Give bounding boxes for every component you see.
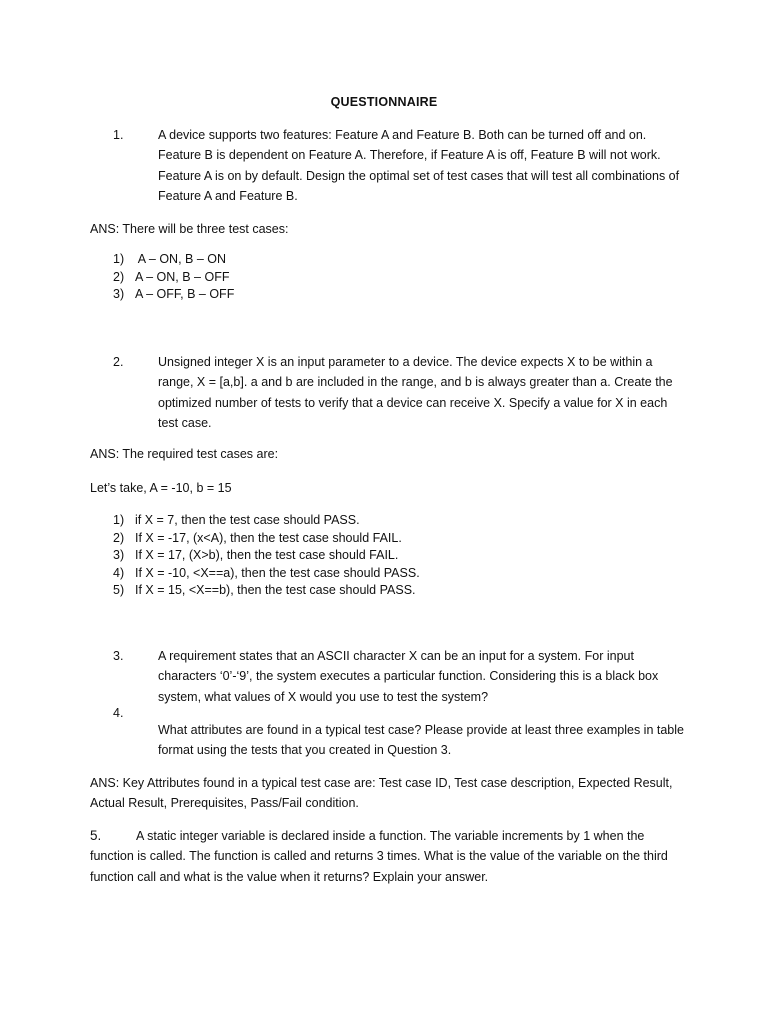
question-2-answer-list [113,512,420,600]
question-1-text: A device supports two features: Feature A and Feature B. Both can be turned off and on. Feature B is dependent on Feature A. Therefore, if Feature A is off, Feature B will not work. Feature A is on by default. Design the optimal set of test cases that will test all combinations of Feature A and Feature B. [158,128,680,203]
question-3-text: A requirement states that an ASCII character X can be an input for a system. For input characters ‘0’-‘9’, the system executes a particular function. Considering this is a black box system, what values of X would you use to test the system? [158,649,659,704]
list-item: 4) If X = -10, <X==a), then the test case should PASS. [113,565,420,580]
question-4-number: 4. [113,706,124,720]
question-1-number: 1. [113,128,124,142]
question-4-answer: ANS: Key Attributes found in a typical test case are: Test case ID, Test case description, Expected Result, Actual Result, Prerequisites, Pass/Fail condition. [90,776,673,811]
question-2-text: Unsigned integer X is an input parameter to a device. The device expects X to be within a range, X = [a,b]. a and b are included in the range, and b is always greater than a. Create the optimized number of tests to verify that a device can receive X. Specify a value for X in each test case. [158,355,673,430]
question-2-assumption: Let’s take, A = -10, b = 15 [90,481,232,495]
list-item: 5) If X = 15, <X==b), then the test case should PASS. [113,583,416,598]
question-5-number: 5. [90,828,102,843]
list-item: 3) If X = 17, (X>b), then the test case should FAIL. [113,548,399,563]
list-item: 2) If X = -17, (x<A), then the test case should FAIL. [113,530,402,545]
list-item: 1) if X = 7, then the test case should PASS. [113,513,360,527]
question-1-answer-list [113,251,234,304]
question-5-text: A static integer variable is declared inside a function. The variable increments by 1 when the function is called. The function is called and returns 3 times. What is the value of the variable on the third function call and what is the value when it returns? Explain your answer. [90,829,668,884]
question-3-number: 3. [113,649,124,663]
list-item: 1) A – ON, B – ON [113,252,227,266]
list-item: 2) A – ON, B – OFF [113,269,230,284]
document-title: QUESTIONNAIRE [330,95,438,109]
question-1-answer-intro: ANS: There will be three test cases: [90,222,289,236]
question-2-answer-intro: ANS: The required test cases are: [90,447,279,461]
question-4-text: What attributes are found in a typical test case? Please provide at least three examples in table format using the tests that you created in Question 3. [158,723,684,758]
question-2-number: 2. [113,355,124,369]
list-item: 3) A – OFF, B – OFF [113,287,235,302]
question-5 [90,826,670,887]
